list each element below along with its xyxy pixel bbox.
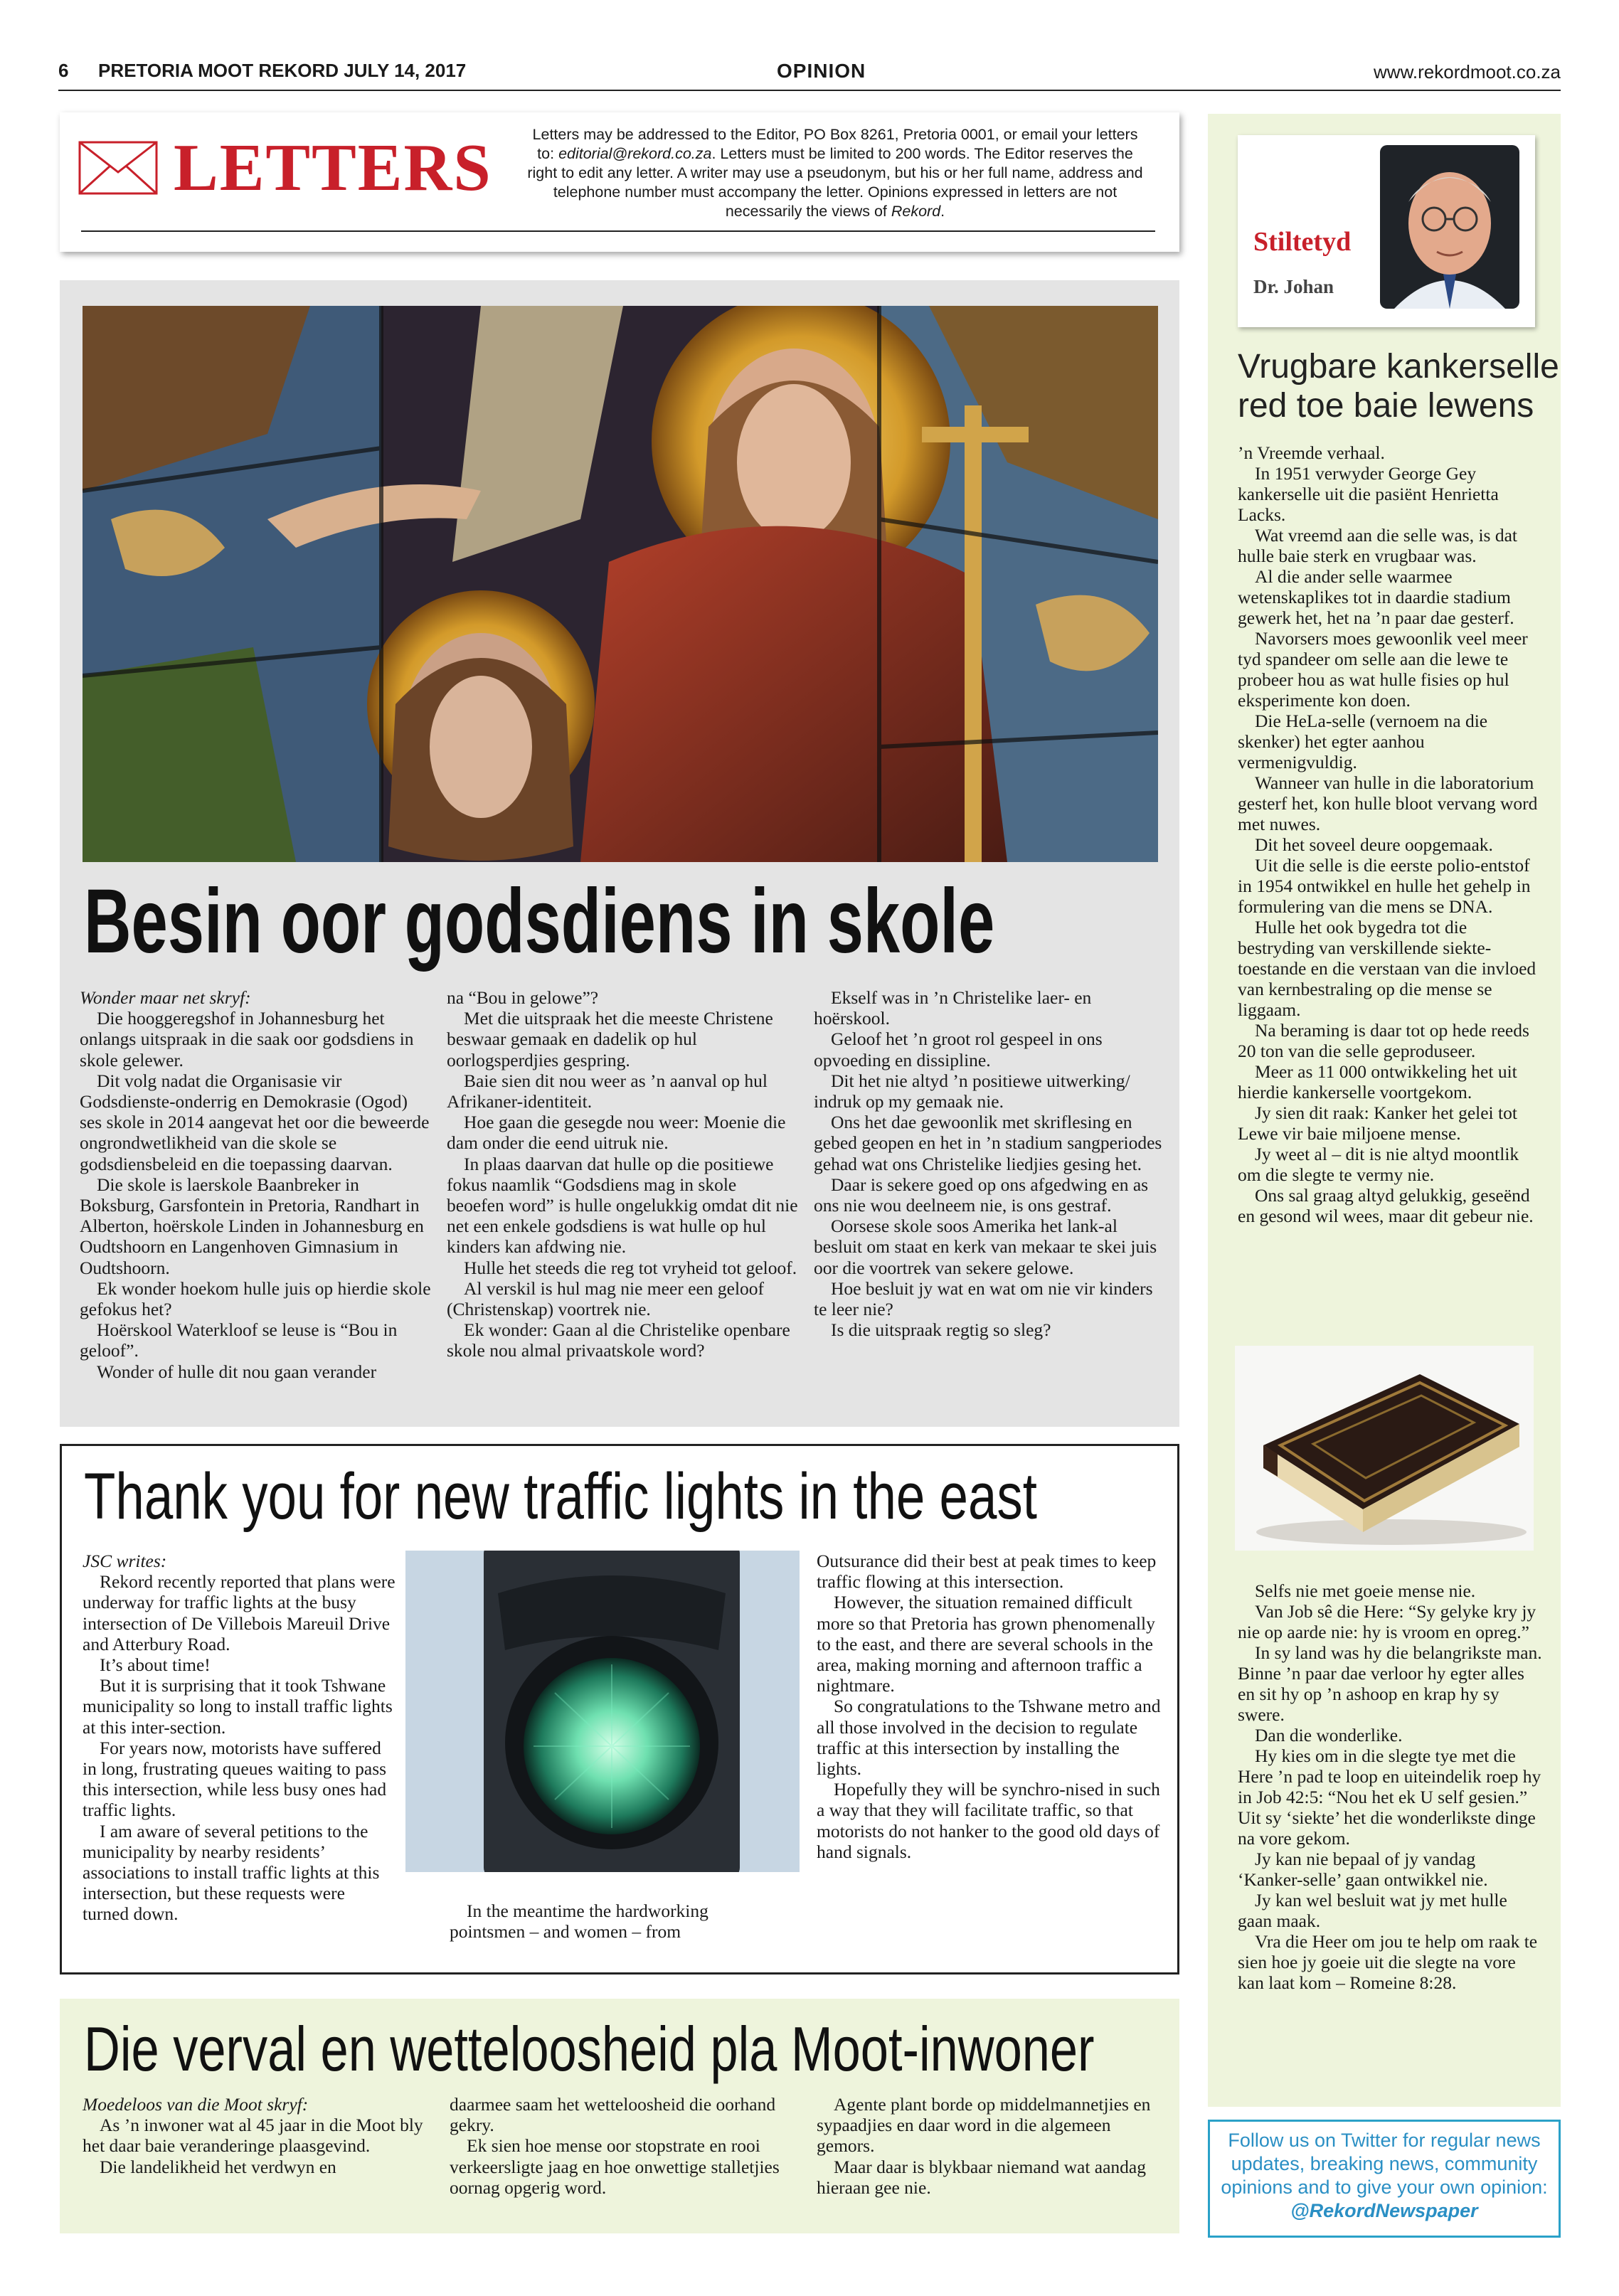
paragraph: In 1951 verwyder George Gey kankerselle uit die pasiënt Henrietta Lacks. <box>1238 463 1499 525</box>
paragraph: Die HeLa-selle (vernoem na die skenker) het egter aanhou vermenigvuldig. <box>1238 711 1488 772</box>
paragraph: Hoërskool Waterkloof se leuse is “Bou in geloof”. <box>80 1319 398 1361</box>
letters-banner <box>60 112 1179 252</box>
website-url[interactable]: www.rekordmoot.co.za <box>1374 61 1561 83</box>
paragraph: Met die uitspraak het die meeste Christene beswaar gemaak en dadelik op hul oorlogsperdjies gespring. <box>447 1008 773 1070</box>
column-name: Stiltetyd <box>1253 227 1352 257</box>
stiltetyd-column <box>1208 114 1561 2107</box>
traffic-light-image <box>405 1551 800 1872</box>
article-1-column-2 <box>447 987 798 1361</box>
paragraph: Ek sien hoe mense oor stopstrate en rooi verkeersligte jaag en hoe onwettige stalletjies oornag opgerig word. <box>450 2135 780 2198</box>
paragraph: Dit het soveel deure oopgemaak. <box>1255 834 1493 855</box>
paragraph: Agente plant borde op middelmannetjies en sypaadjies en daar word in die algemeen gemors. <box>817 2094 1151 2157</box>
paragraph: It’s about time! <box>100 1654 211 1676</box>
author-portrait <box>1380 145 1519 309</box>
paragraph: Outsurance did their best at peak times to keep traffic flowing at this intersection. <box>817 1551 1157 1593</box>
paragraph: Al verskil is hul mag nie meer een geloof (Christenskap) voortrek nie. <box>447 1277 765 1320</box>
columnist-card <box>1238 135 1535 327</box>
column-headline: Vrugbare kankerselle red toe baie lewens <box>1238 348 1559 425</box>
paragraph: daarmee saam het wetteloosheid die oorhand gekry. <box>450 2094 776 2136</box>
paragraph: Wonder of hulle dit nou gaan verander <box>97 1361 377 1382</box>
paragraph: Ek wonder hoekom hulle juis op hierdie skole gefokus het? <box>80 1277 431 1320</box>
paragraph: Dit het nie altyd ’n positiewe uitwerking/ indruk op my gemaak nie. <box>814 1070 1130 1112</box>
letters-info: Letters may be addressed to the Editor, PO Box 8261, Pretoria 0001, or email your letters to: editorial@rekord.co.za. Letters must be limited to 200 words. The Editor reserves the right to edit any letter. A writer may use a pseudonym, but his or her full name, address and telephone number must accompany the letter. Opinions expressed in letters are not necessarily the views of Rekord. <box>527 126 1143 220</box>
article-3-column-1 <box>83 2094 434 2177</box>
article-2-column-3 <box>817 1551 1165 1862</box>
stained-glass-image <box>83 306 1158 862</box>
article-1-column-3 <box>814 987 1165 1340</box>
paragraph: Uit die selle is die eerste polio-entstof in 1954 ontwikkel en hulle het gehelp in formulering van die mens se DNA. <box>1238 855 1531 917</box>
paragraph: Is die uitspraak regtig so sleg? <box>831 1319 1051 1341</box>
article-1-body <box>80 987 1161 1414</box>
paragraph: Van Job sê die Here: “Sy gelyke kry jy nie op aarde nie: hy is vroom en opreg.” <box>1238 1601 1536 1642</box>
header-divider <box>58 90 1561 91</box>
paragraph: JSC writes: <box>83 1551 167 1571</box>
paragraph: Vra die Heer om jou te help om raak te sien hoe jy goeie uit die slegte na vore kan laat kom – Romeine 8:28. <box>1238 1931 1538 1993</box>
twitter-promo-text: Follow us on Twitter for regular news updates, breaking news, community opinions and to give your own opinion: <box>1221 2130 1548 2198</box>
paragraph: Hoe gaan die gesegde nou weer: Moenie die dam onder die eend uitruk nie. <box>447 1112 786 1154</box>
paragraph: Maar daar is blykbaar niemand wat aandag hieraan gee nie. <box>817 2156 1146 2198</box>
paragraph: Daar is sekere goed op ons afgedwing en as ons nie wou deelneem nie, is ons gestraf. <box>814 1174 1149 1216</box>
column-body-part-1 <box>1238 442 1545 1226</box>
page-number: 6 <box>58 60 69 81</box>
paragraph: But it is surprising that it took Tshwane municipality so long to install traffic lights at this inter-section. <box>83 1675 393 1738</box>
paragraph: Ons het dae gewoonlik met skriflesing en gebed geopen en het in ’n stadium sangperiodes gehad wat ons Christelike liedjies gesing het. <box>814 1112 1162 1174</box>
paragraph: Jy kan wel besluit wat jy met hulle gaan maak. <box>1238 1890 1507 1931</box>
article-3-headline: Die verval en wetteloosheid pla Moot-inwoner <box>84 2014 1095 2084</box>
paragraph: Dit volg nadat die Organisasie vir Godsdienste-onderrig en Demokrasie (Ogod) ses skole in 2014 aangevat het oor die beweerde ongrondwetlikheid van die skole se godsdiensbeleid en die toepassing daarvan. <box>80 1070 430 1174</box>
paragraph: Geloof het ’n groot rol gespeel in ons opvoeding en dissipline. <box>814 1029 1103 1070</box>
paragraph: Moedeloos van die Moot skryf: <box>83 2094 309 2115</box>
paragraph: As ’n inwoner wat al 45 jaar in die Moot bly het daar baie veranderinge plaasgevind. <box>83 2115 423 2157</box>
envelope-icon <box>78 141 158 195</box>
paragraph: Wonder maar net skryf: <box>80 987 251 1008</box>
column-author: Dr. Johan <box>1253 276 1334 297</box>
paragraph: Wanneer van hulle in die laboratorium gesterf het, kon hulle bloot vervang word met nuwes. <box>1238 772 1538 834</box>
paragraph: Selfs nie met goeie mense nie. <box>1255 1580 1476 1601</box>
paragraph: Navorsers moes gewoonlik veel meer tyd spandeer om selle aan die lewe te probeer hou as wat hulle fisies op hul eksperimente kon doen. <box>1238 628 1528 711</box>
paragraph: Baie sien dit nou weer as ’n aanval op hul Afrikaner-identiteit. <box>447 1070 768 1112</box>
article-1-headline: Besin oor godsdiens in skole <box>84 871 995 972</box>
paragraph: Hy kies om in die slegte tye met die Here ’n pad te loop en uiteindelik roep hy in Job 42:5: “Nou het ek U self gesien.” Uit sy ‘siekte’ het die wonderlikste dinge na vore gekom. <box>1238 1745 1541 1849</box>
twitter-handle-link[interactable]: @RekordNewspaper <box>1290 2200 1478 2221</box>
section-label: OPINION <box>777 60 866 82</box>
column-body-part-2 <box>1238 1580 1545 1993</box>
article-1-column-1 <box>80 987 431 1382</box>
article-2-headline: Thank you for new traffic lights in the east <box>84 1460 1037 1533</box>
paragraph: Oorsese skole soos Amerika het lank-al besluit om staat en kerk van mekaar te skei juis oor die voortrek van sekere gelowe. <box>814 1216 1157 1278</box>
paragraph: Ekself was in ’n Christelike laer- en hoërskool. <box>814 987 1092 1029</box>
paragraph: Meer as 11 000 ontwikkeling het uit hierdie kankerselle voortgekom. <box>1238 1061 1517 1102</box>
paragraph: Al die ander selle waarmee wetenskaplikes tot in daardie stadium gewerk het, het na ’n paar dae gesterf. <box>1238 566 1514 628</box>
paragraph: Die hooggeregshof in Johannesburg het onlangs uitspraak in die saak oor godsdiens in skole gelewer. <box>80 1008 414 1070</box>
paragraph: Hulle het steeds die reg tot vryheid tot geloof. <box>464 1257 797 1278</box>
letters-divider <box>81 230 1155 232</box>
article-3-column-3 <box>817 2094 1168 2198</box>
paragraph: Ek wonder: Gaan al die Christelike openbare skole nou almal privaatskole word? <box>447 1319 790 1361</box>
article-2-column-1 <box>83 1551 396 1925</box>
paragraph: In the meantime the hardworking pointsmen – and women – from <box>450 1901 708 1942</box>
newspaper-dateline: PRETORIA MOOT REKORD JULY 14, 2017 <box>98 60 467 81</box>
paragraph: Jy sien dit raak: Kanker het gelei tot Lewe vir baie miljoene mense. <box>1238 1102 1517 1144</box>
bible-image <box>1235 1346 1534 1551</box>
paragraph: Die skole is laerskole Baanbreker in Boksburg, Garsfontein in Pretoria, Randhart in Alberton, hoërskole Linden in Johannesburg en Oudtshoorn en Langenhoven Gimnasium in Oudtshoorn. <box>80 1174 424 1278</box>
paragraph: Die landelikheid het verdwyn en <box>100 2156 336 2177</box>
article-3-column-2 <box>450 2094 801 2198</box>
paragraph: I am aware of several petitions to the municipality by nearby residents’ associations to install traffic lights at this intersection, but these requests were turned down. <box>83 1820 380 1925</box>
twitter-promo[interactable] <box>1208 2120 1561 2238</box>
paragraph: Hoe besluit jy wat en wat om nie vir kinders te leer nie? <box>814 1277 1153 1320</box>
paragraph: Na beraming is daar tot op hede reeds 20 ton van die selle geproduseer. <box>1238 1020 1529 1061</box>
paragraph: na “Bou in gelowe”? <box>447 987 599 1008</box>
paragraph: Hulle het ook bygedra tot die bestryding van verskillende siekte-toestande en die verstaan van die invloed van kernbestraling op die mense se liggaam. <box>1238 917 1536 1020</box>
paragraph: Dan die wonderlike. <box>1255 1725 1403 1745</box>
paragraph: Rekord recently reported that plans were underway for traffic lights at the busy intersection of De Villebois Mareuil Drive and Atterbury Road. <box>83 1571 396 1654</box>
paragraph: Hopefully they will be synchro-nised in such a way that they will facilitate traffic, so that motorists do not hanker to the good old days of hand signals. <box>817 1779 1160 1862</box>
paragraph: For years now, motorists have suffered in long, frustrating queues waiting to pass this intersection, while less busy ones had traffic lights. <box>83 1737 387 1821</box>
paragraph: In sy land was hy die belangrikste man. Binne ’n paar dae verloor hy egter alles en sit hy op ’n ashoop en krap hy sy swere. <box>1238 1642 1542 1725</box>
paragraph: Jy weet al – dit is nie altyd moontlik om die slegte te vermy nie. <box>1238 1144 1519 1185</box>
paragraph: So congratulations to the Tshwane metro and all those involved in the decision to regulate traffic at this intersection by installing the lights. <box>817 1696 1161 1780</box>
paragraph: ’n Vreemde verhaal. <box>1238 442 1385 463</box>
paragraph: In plaas daarvan dat hulle op die positiewe fokus naamlik “Godsdiens mag in skole beoefen word” is hulle ongelukkig omdat dit nie net een enkele godsdiens is wat hulle op hul kinders kan afdwing nie. <box>447 1153 798 1258</box>
editor-email-link[interactable]: editorial@rekord.co.za <box>558 145 712 162</box>
article-3-body <box>83 2094 1164 2229</box>
paragraph: Jy kan nie bepaal of jy vandag ‘Kanker-selle’ gaan ontwikkel nie. <box>1238 1849 1488 1890</box>
paragraph: Ons sal graag altyd gelukkig, geseënd en gesond wil wees, maar dit gebeur nie. <box>1238 1185 1534 1226</box>
letters-title: LETTERS <box>174 131 492 205</box>
article-2-column-2 <box>450 1901 755 1942</box>
paragraph: Wat vreemd aan die selle was, is dat hulle baie sterk en vrugbaar was. <box>1238 525 1517 566</box>
paragraph: However, the situation remained difficult more so that Pretoria has grown phenomenally to the east, and there are several schools in the area, making morning and afternoon traffic a nightmare. <box>817 1592 1155 1696</box>
